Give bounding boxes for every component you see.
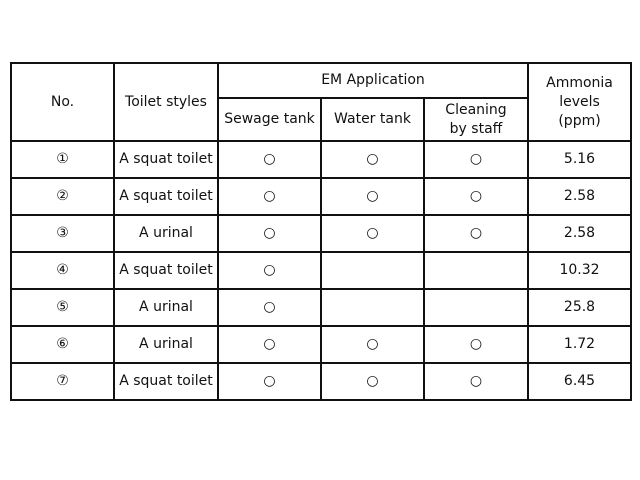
cell-toilet-style: A urinal (114, 326, 218, 363)
header-row-top (11, 63, 631, 98)
cell-sewage-tank: ○ (218, 326, 321, 363)
cell-water-tank (321, 289, 424, 326)
cell-no: ① (11, 141, 114, 178)
cell-no: ② (11, 178, 114, 215)
table-row (11, 363, 631, 400)
cell-sewage-tank: ○ (218, 178, 321, 215)
cell-toilet-style: A urinal (114, 215, 218, 252)
cell-ammonia-level: 1.72 (528, 326, 631, 363)
em-application-table (10, 62, 632, 401)
cell-cleaning-by-staff: ○ (424, 363, 528, 400)
cell-cleaning-by-staff (424, 289, 528, 326)
cell-water-tank: ○ (321, 326, 424, 363)
cleaning-by-staff-label: Cleaning by staff (445, 101, 507, 137)
cell-cleaning-by-staff: ○ (424, 215, 528, 252)
table-row (11, 141, 631, 178)
cell-ammonia-level: 2.58 (528, 215, 631, 252)
cell-no: ④ (11, 252, 114, 289)
cell-cleaning-by-staff: ○ (424, 141, 528, 178)
cell-cleaning-by-staff (424, 252, 528, 289)
cell-ammonia-level: 10.32 (528, 252, 631, 289)
cell-no: ⑥ (11, 326, 114, 363)
table-row (11, 215, 631, 252)
table-row (11, 326, 631, 363)
table-row (11, 289, 631, 326)
header-sewage-tank: Sewage tank (218, 98, 321, 141)
cell-toilet-style: A squat toilet (114, 141, 218, 178)
header-water-tank: Water tank (321, 98, 424, 141)
cell-ammonia-level: 2.58 (528, 178, 631, 215)
cell-sewage-tank: ○ (218, 289, 321, 326)
header-toilet-styles: Toilet styles (114, 63, 218, 141)
table-row (11, 178, 631, 215)
cell-ammonia-level: 5.16 (528, 141, 631, 178)
cell-no: ⑤ (11, 289, 114, 326)
header-cleaning-by-staff (424, 98, 528, 141)
cell-water-tank: ○ (321, 363, 424, 400)
cell-toilet-style: A urinal (114, 289, 218, 326)
header-ammonia-levels (528, 63, 631, 141)
cell-water-tank (321, 252, 424, 289)
cell-cleaning-by-staff: ○ (424, 326, 528, 363)
cell-sewage-tank: ○ (218, 141, 321, 178)
table-header (11, 63, 631, 141)
cell-toilet-style: A squat toilet (114, 252, 218, 289)
cell-ammonia-level: 6.45 (528, 363, 631, 400)
cell-water-tank: ○ (321, 141, 424, 178)
table-row (11, 252, 631, 289)
table-body (11, 141, 631, 400)
cell-toilet-style: A squat toilet (114, 178, 218, 215)
cell-ammonia-level: 25.8 (528, 289, 631, 326)
cell-water-tank: ○ (321, 178, 424, 215)
header-em-application: EM Application (218, 63, 528, 98)
cell-water-tank: ○ (321, 215, 424, 252)
cell-sewage-tank: ○ (218, 363, 321, 400)
header-no: No. (11, 63, 114, 141)
cell-sewage-tank: ○ (218, 215, 321, 252)
cell-toilet-style: A squat toilet (114, 363, 218, 400)
cell-no: ③ (11, 215, 114, 252)
cell-cleaning-by-staff: ○ (424, 178, 528, 215)
cell-no: ⑦ (11, 363, 114, 400)
ammonia-levels-label: Ammonia levels (ppm) (546, 74, 613, 129)
cell-sewage-tank: ○ (218, 252, 321, 289)
